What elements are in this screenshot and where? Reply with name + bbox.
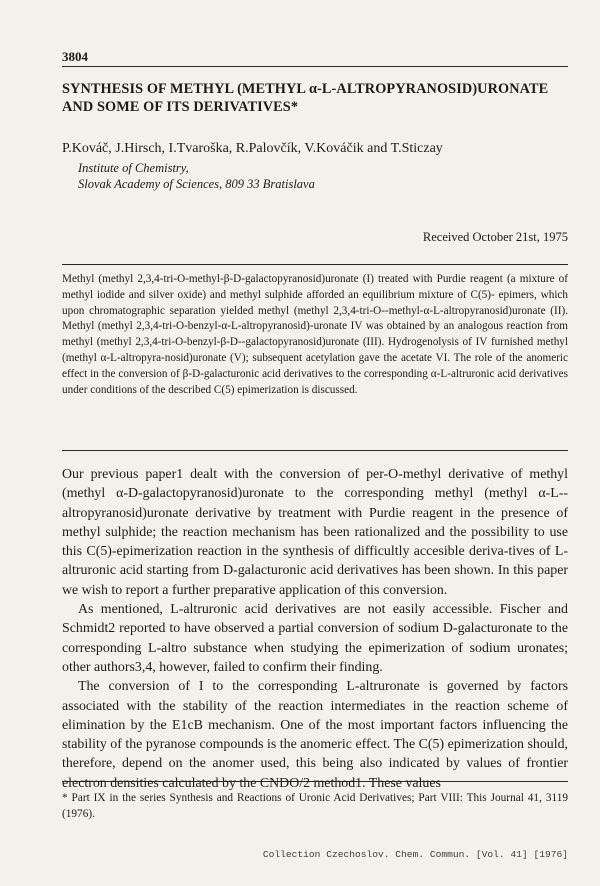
- received-date: Received October 21st, 1975: [422, 230, 568, 244]
- journal-footer: Collection Czechoslov. Chem. Commun. [Vol. 41] [1976]: [262, 849, 568, 860]
- affiliation-line-1: Institute of Chemistry,: [78, 161, 189, 175]
- header-rule: [62, 66, 568, 67]
- footnote-rule: [62, 781, 568, 782]
- body-paragraph-2: As mentioned, L-altruronic acid derivatives are not easily accessible. Fischer and Schmidt2 reported to have observed a partial conversion of sodium D-galacturonate to the corresponding L-altro substance when studying the epimerization of sodium uronates; other authors3,4, however, failed to confirm their finding.: [62, 602, 568, 675]
- body-paragraph-3: The conversion of I to the corresponding L-altruronate is governed by factors associated with the stability of the reaction intermediates in the reaction scheme of elimination by the E1cB mechanism. One of the most important factors influencing the stability of the pyranose compounds is the anomeric effect. The C(5) epimerization should, therefore, depend on the anomer used, this being also indicated by values of frontier electron densities calculated by the CNDO/2 method1. These values: [62, 679, 568, 791]
- abstract-top-rule: [62, 264, 568, 265]
- abstract: Methyl (methyl 2,3,4-tri-O-methyl-β-D-galactopyranosid)uronate (I) treated with Purdie reagent (a mixture of methyl iodide and silver oxide) and methyl sulphide afforded an equilibrium mixture of C(5)- epimers, which upon chromatographic separation yielded methyl (methyl 2,3,4-tri-O--methyl-α-L-altropyranosid)uronate (II). Methyl (methyl 2,3,4-tri-O-benzyl-α-L-altropyranosid)-uronate IV was obtained by an analogous reaction from methyl (methyl 2,3,4-tri-O-benzyl-β-D--galactopyranosid)uronate (III). Hydrogenolysis of IV furnished methyl (methyl α-L-altropyra-nosid)uronate (V); subsequent acetylation gave the acetate VI. The role of the anomeric effect in the conversion of β-D-galacturonic acid derivatives to the corresponding α-L-altruronic acid derivatives under conditions of the described C(5) epimerization is discussed.: [62, 273, 568, 396]
- page-number: 3804: [62, 49, 88, 64]
- body-paragraph-1: Our previous paper1 dealt with the conversion of per-O-methyl derivative of methyl (methyl α-D-galactopyranosid)uronate to the corresponding methyl (methyl α-L--altropyranosid)uronate derivative by treatment with Purdie reagent in the presence of methyl sulphide; the reaction mechanism has been rationalized and the possibility to use this C(5)-epimerization reaction in the synthesis of difficultly accesible deriva-tives of L-altruronic acid starting from D-galacturonic acid derivatives has been shown. In this paper we wish to report a further preparative application of this conversion.: [62, 467, 568, 598]
- affiliation-line-2: Slovak Academy of Sciences, 809 33 Bratislava: [78, 177, 315, 191]
- author-list: P.Kováč, J.Hirsch, I.Tvaroška, R.Palovčík, V.Kováčik and T.Sticzay: [62, 141, 443, 156]
- article-title: SYNTHESIS OF METHYL (METHYL α-L-ALTROPYRANOSID)URONATE AND SOME OF ITS DERIVATIVES*: [62, 81, 549, 115]
- abstract-bottom-rule: [62, 450, 568, 451]
- footnote: * Part IX in the series Synthesis and Reactions of Uronic Acid Derivatives; Part VIII: This Journal 41, 3119 (1976).: [62, 792, 568, 820]
- affiliation: [78, 160, 315, 192]
- body-text: [62, 465, 568, 793]
